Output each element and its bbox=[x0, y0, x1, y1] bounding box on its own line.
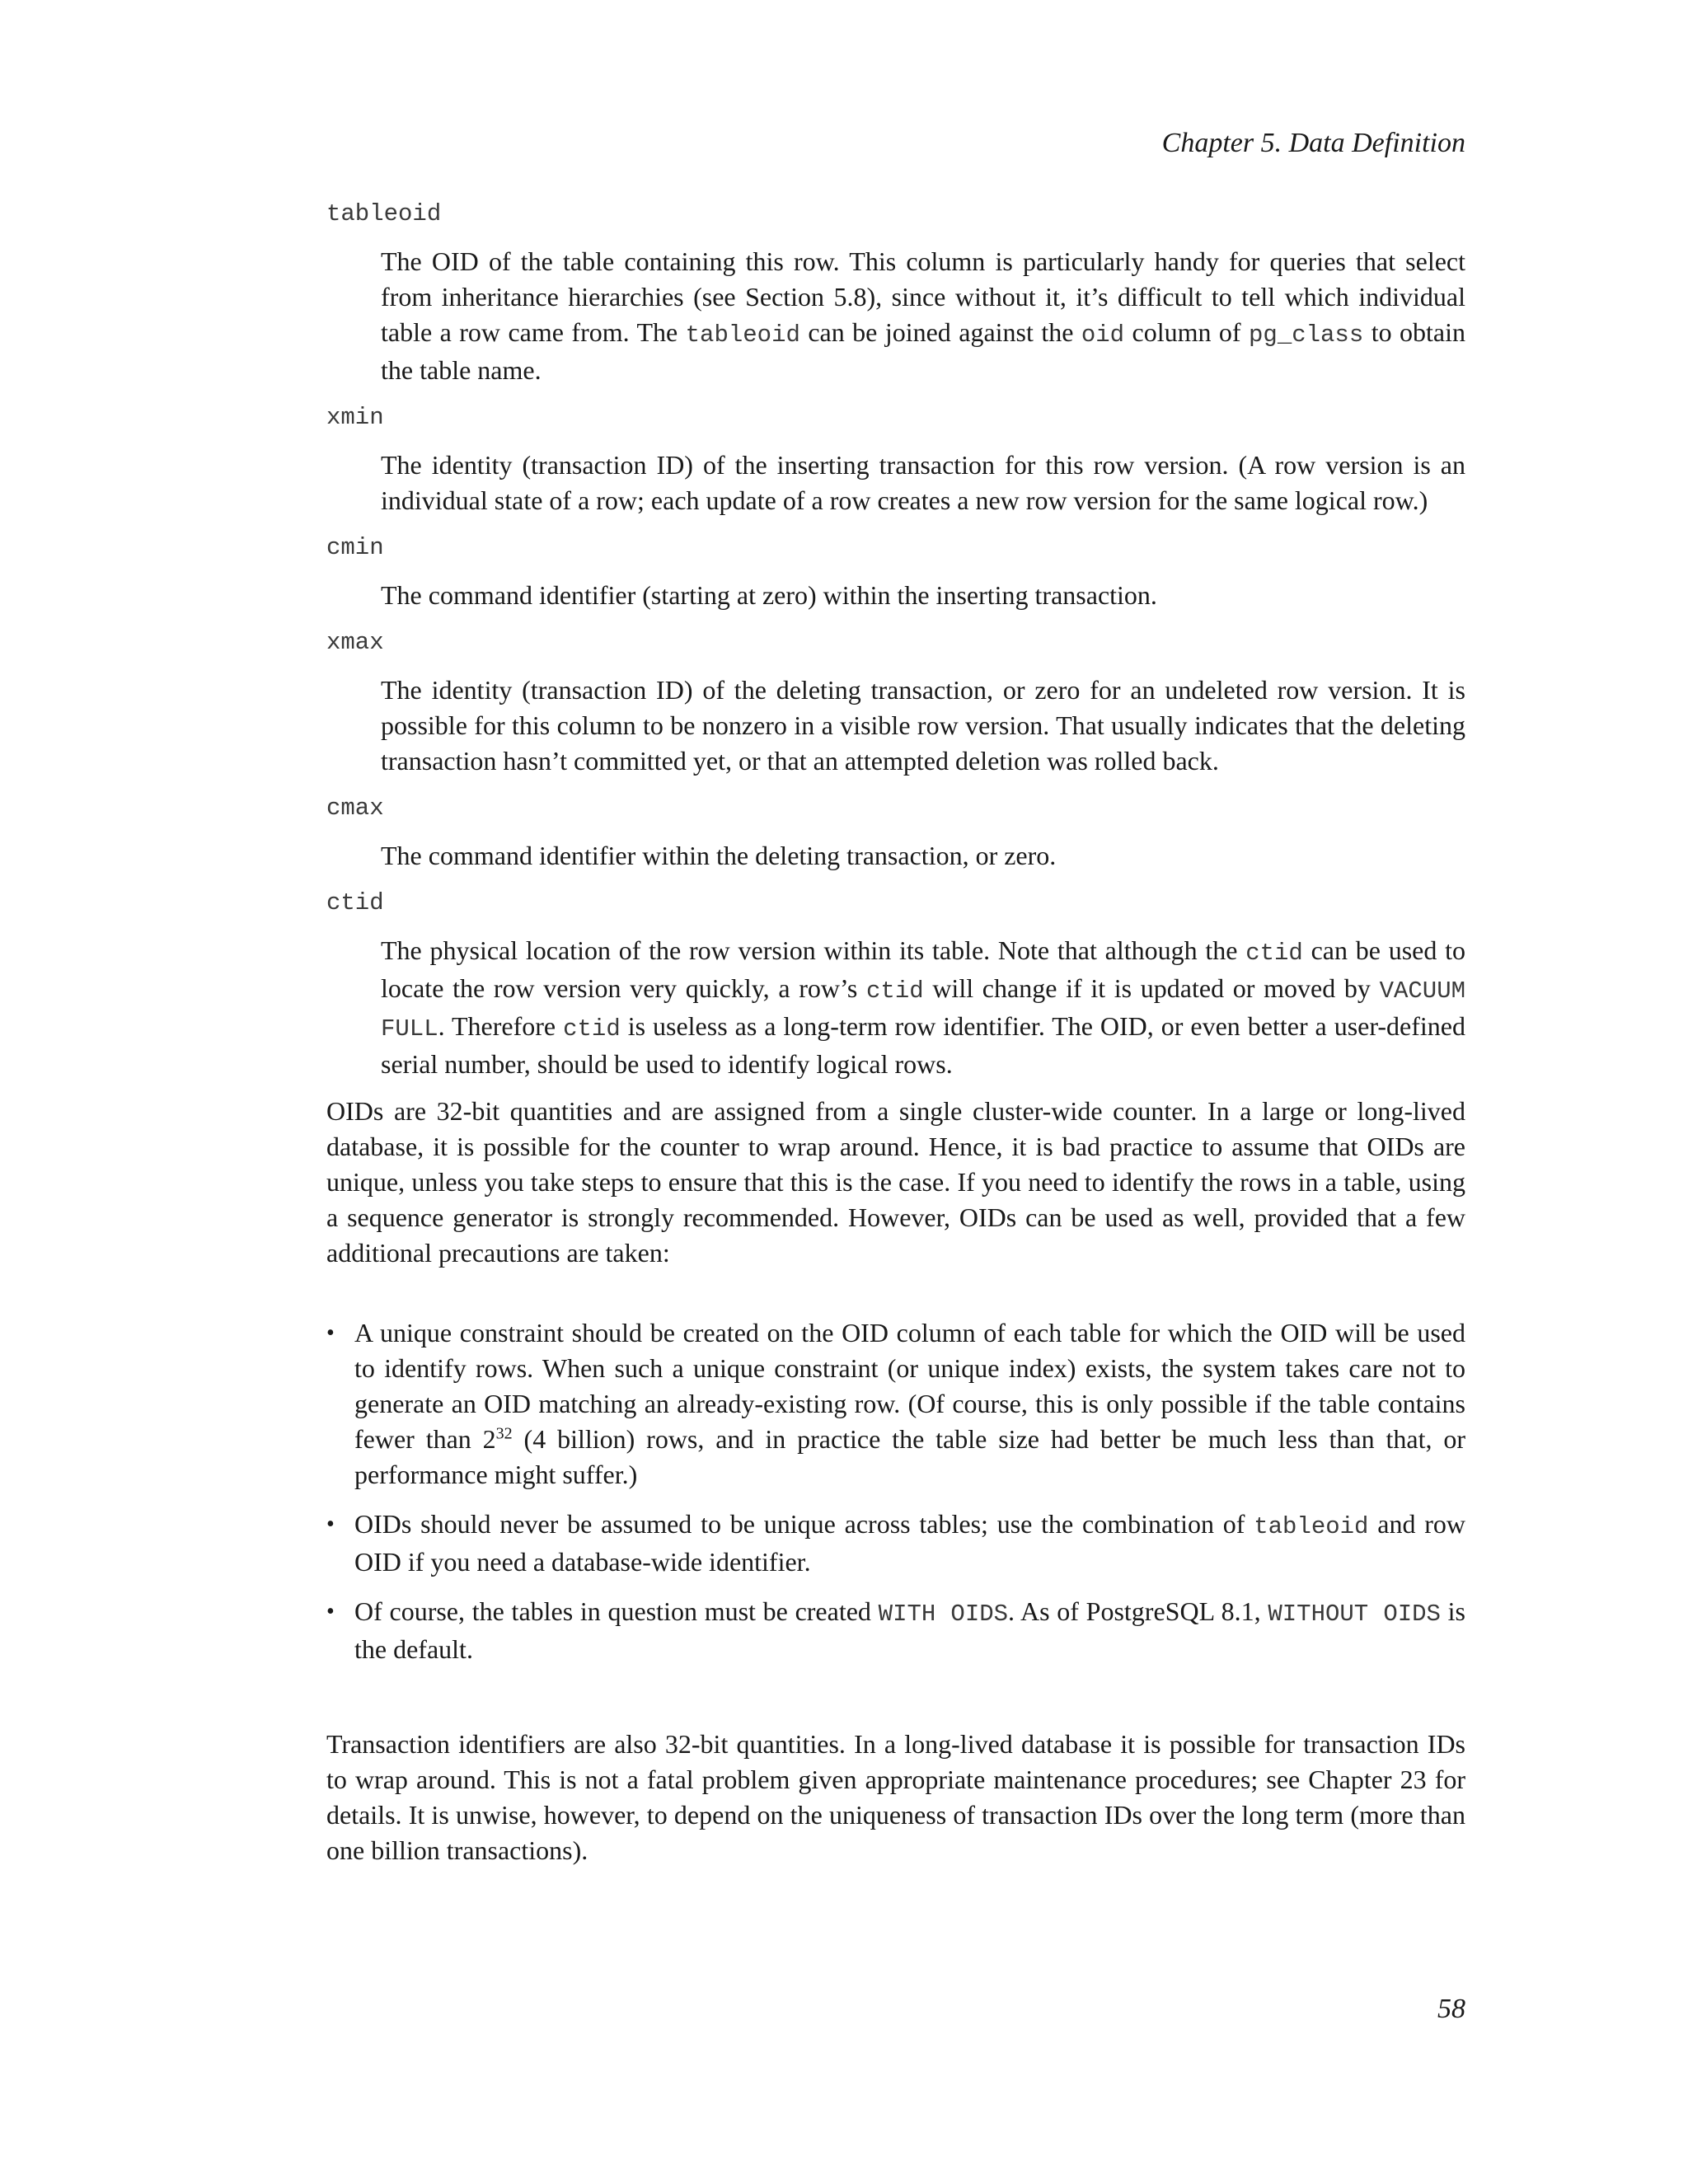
code-with-oids: WITH OIDS bbox=[878, 1601, 1009, 1628]
code-tableoid: tableoid bbox=[685, 321, 800, 349]
code-ctid: ctid bbox=[563, 1015, 621, 1043]
text-run: . Therefore bbox=[438, 1011, 564, 1041]
term-xmax: xmax bbox=[326, 629, 384, 656]
text-run: will change if it is updated or moved by bbox=[923, 973, 1380, 1003]
code-ctid: ctid bbox=[1245, 940, 1303, 967]
list-item bbox=[326, 1594, 1465, 1667]
list-item bbox=[326, 1507, 1465, 1580]
definition-xmin: The identity (transaction ID) of the inserting transaction for this row version. (A row version is an individual state of a row; each update of a row creates a new row version for the same logical row.) bbox=[381, 450, 1465, 515]
list-item bbox=[326, 1315, 1465, 1493]
text-run: A unique constraint should be created on the OID column of each table for which the OID will be used to identify rows. When such a unique constraint (or unique index) exists, the system takes care not to generate an OID matching an already-existing row. (Of course, this is only possible if the table contains fewer than 2 bbox=[354, 1318, 1465, 1454]
definition-xmax: The identity (transaction ID) of the deleting transaction, or zero for an undeleted row version. It is possible for this column to be nonzero in a visible row version. That usually indicates that the deleting transaction hasn’t committed yet, or that an attempted deletion was rolled back. bbox=[381, 675, 1465, 776]
code-pg-class: pg_class bbox=[1249, 321, 1364, 349]
code-tableoid: tableoid bbox=[1254, 1513, 1369, 1540]
text-run: The physical location of the row version within its table. Note that although the bbox=[381, 935, 1246, 965]
term-cmin: cmin bbox=[326, 534, 384, 561]
running-head: Chapter 5. Data Definition bbox=[1161, 128, 1465, 158]
page-number: 58 bbox=[1437, 1994, 1465, 2024]
text-run: to obtain the table name. bbox=[381, 317, 1465, 385]
precautions-list bbox=[326, 1315, 1465, 1667]
text-run: OIDs should never be assumed to be unique across tables; use the combination of bbox=[354, 1509, 1254, 1539]
text-run: is useless as a long-term row identifier. The OID, or even better a user-defined serial number, should be used to identify logical rows. bbox=[381, 1011, 1466, 1079]
definition-tableoid bbox=[381, 244, 1465, 388]
code-without-oids: WITHOUT OIDS bbox=[1268, 1601, 1441, 1628]
bullet-icon: • bbox=[326, 1320, 335, 1346]
code-oid: oid bbox=[1081, 321, 1125, 349]
text-run: can be used to locate the row version very quickly, a row’s bbox=[381, 935, 1466, 1003]
transaction-id-paragraph: Transaction identifiers are also 32-bit quantities. In a long-lived database it is possible for transaction IDs to wrap around. This is not a fatal problem given appropriate maintenance procedures; see Chapter 23 for details. It is unwise, however, to depend on the uniqueness of transaction IDs over the long term (more than one billion transactions). bbox=[326, 1729, 1465, 1865]
text-run: and row OID if you need a database-wide identifier. bbox=[354, 1509, 1466, 1577]
text-run: column of bbox=[1124, 317, 1250, 347]
term-ctid: ctid bbox=[326, 889, 384, 916]
term-xmin: xmin bbox=[326, 404, 384, 431]
page-content bbox=[326, 196, 1465, 1868]
text-run: . As of PostgreSQL 8.1, bbox=[1008, 1596, 1268, 1626]
bullet-icon: • bbox=[326, 1511, 335, 1537]
definition-ctid bbox=[381, 933, 1465, 1082]
text-run: is the default. bbox=[354, 1596, 1466, 1664]
term-tableoid: tableoid bbox=[326, 200, 442, 227]
text-run: Of course, the tables in question must be created bbox=[354, 1596, 879, 1626]
code-vacuum-full: VACUUM FULL bbox=[381, 977, 1466, 1043]
superscript: 32 bbox=[495, 1424, 513, 1443]
code-ctid: ctid bbox=[866, 977, 924, 1005]
text-run: (4 billion) rows, and in practice the table size had better be much less than that, or performance might suffer.) bbox=[354, 1424, 1466, 1489]
definition-cmax: The command identifier within the deleting transaction, or zero. bbox=[381, 841, 1057, 870]
definition-cmin: The command identifier (starting at zero) within the inserting transaction. bbox=[381, 580, 1157, 610]
text-run: The OID of the table containing this row. This column is particularly handy for queries that select from inheritance hierarchies (see Section 5.8), since without it, it’s difficult to tell which individual table a row came from. The bbox=[381, 246, 1465, 347]
term-cmax: cmax bbox=[326, 794, 384, 822]
text-run: can be joined against the bbox=[799, 317, 1081, 347]
oid-paragraph: OIDs are 32-bit quantities and are assigned from a single cluster-wide counter. In a large or long-lived database, it is possible for the counter to wrap around. Hence, it is bad practice to assume that OIDs are unique, unless you take steps to ensure that this is the case. If you need to identify the rows in a table, using a sequence generator is strongly recommended. However, OIDs can be used as well, provided that a few additional precautions are taken: bbox=[326, 1096, 1465, 1268]
bullet-icon: • bbox=[326, 1599, 335, 1624]
